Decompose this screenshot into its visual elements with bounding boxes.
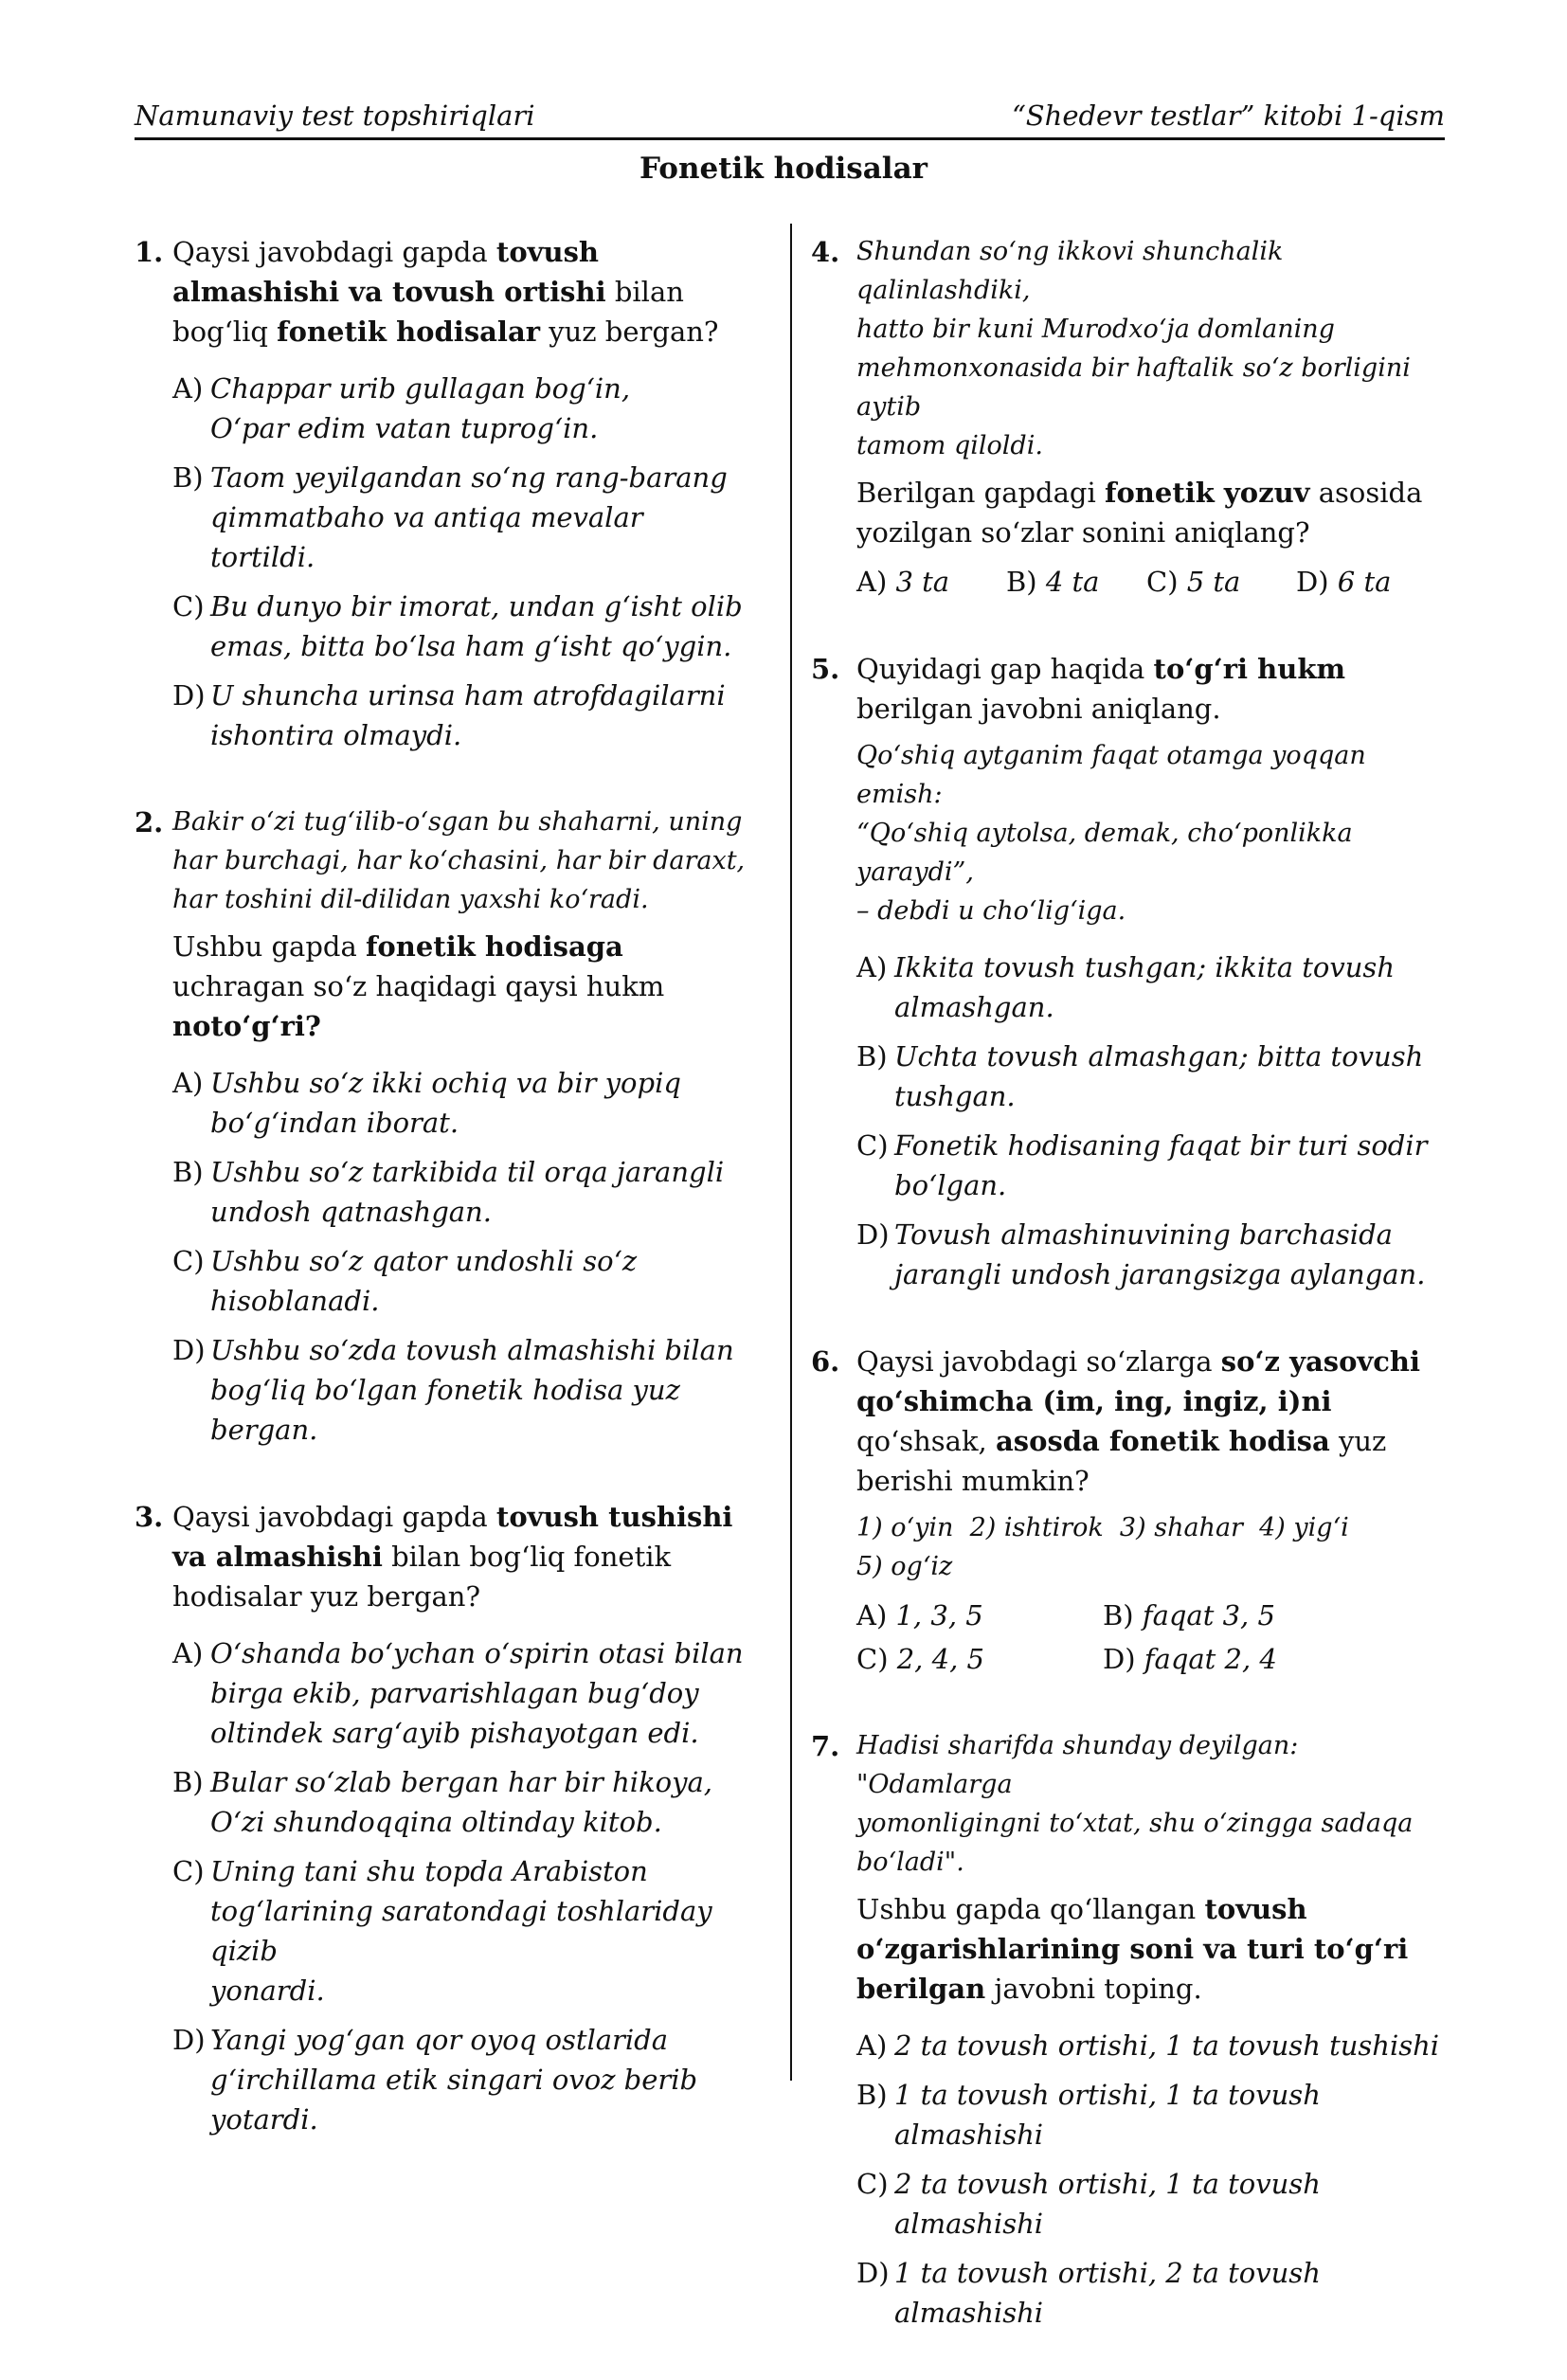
option-d[interactable]: D) 1 ta tovush ortishi, 2 ta tovush almashishi (856, 2257, 1321, 2329)
question-quote: Shundan so‘ng ikkovi shunchalik qalinlashdiki, hatto bir kuni Murodxo‘ja domlaning mehmonxonasida bir haftalik so‘z borligini aytib tamom qiloldi. (856, 237, 1411, 460)
option-b[interactable]: B) 1 ta tovush ortishi, 1 ta tovush almashishi (856, 2079, 1321, 2151)
option-a[interactable]: A) 1, 3, 5 (856, 1599, 983, 1632)
options-row (856, 562, 1446, 602)
option-d[interactable]: D) Ushbu so‘zda tovush almashishi bilan bog‘liq bo‘lgan fonetik hodisa yuz bergan. (172, 1334, 734, 1446)
option-a[interactable]: A) 2 ta tovush ortishi, 1 ta tovush tushishi (856, 2029, 1440, 2062)
question-quote: Hadisi sharifda shunday deyilgan: "Odamlarga yomonligingni to‘xtat, shu o‘zingga sadaqa bo‘ladi". (856, 1731, 1414, 1877)
option-b[interactable]: B) Uchta tovush almashgan; bitta tovush tushgan. (856, 1040, 1424, 1112)
option-b[interactable]: B) faqat 3, 5 (1103, 1599, 1275, 1632)
option-b[interactable]: B) Taom yeyilgandan so‘ng rang-barang qimmatbaho va antiqa mevalar tortildi. (172, 461, 728, 573)
question-1 (135, 232, 750, 755)
option-c[interactable]: C) Ushbu so‘z qator undoshli so‘z hisoblanadi. (172, 1245, 638, 1317)
word-list: 1) o‘yin 2) ishtirok 3) shahar 4) yig‘i 5) og‘iz (856, 1513, 1349, 1581)
option-d[interactable]: D) faqat 2, 4 (1103, 1643, 1277, 1675)
option-a[interactable]: A) 3 ta (856, 566, 950, 598)
question-stem: Qaysi javobdagi so‘zlarga so‘z yasovchi qo‘shimcha (im, ing, ingiz, i)ni qo‘shsak, asosda fonetik hodisa yuz berishi mumkin? (856, 1345, 1421, 1497)
question-stem: Ushbu gapda fonetik hodisaga uchragan so‘z haqidagi qaysi hukm noto‘g‘ri? (172, 930, 665, 1042)
column-divider (790, 224, 792, 2081)
option-c[interactable]: C) Uning tani shu topda Arabiston tog‘larining saratondagi toshlariday qizib yonardi. (172, 1855, 712, 2007)
right-column (811, 232, 1446, 2380)
question-stem: Qaysi javobdagi gapda tovush almashishi va tovush ortishi bilan bog‘liq fonetik hodisalar yuz bergan? (172, 236, 719, 348)
question-7 (811, 1726, 1446, 2333)
option-a[interactable]: A) Ikkita tovush tushgan; ikkita tovush almashgan. (856, 951, 1395, 1023)
option-b[interactable]: B) Ushbu so‘z tarkibida til orqa jarangli undosh qatnashgan. (172, 1156, 725, 1228)
question-2 (135, 802, 750, 1450)
option-c[interactable]: C) 2 ta tovush ortishi, 1 ta tovush almashishi (856, 2168, 1321, 2240)
option-d[interactable]: D) Tovush almashinuvining barchasida jarangli undosh jarangsizga aylangan. (856, 1218, 1426, 1290)
question-number: 1. (135, 236, 164, 268)
header-left: Namunaviy test topshiriqlari (135, 99, 535, 132)
question-quote: Qo‘shiq aytganim faqat otamga yoqqan emish: “Qo‘shiq aytolsa, demak, cho‘ponlikka yaraydi”, – debdi u cho‘lig‘iga. (856, 741, 1366, 926)
option-b[interactable]: B) 4 ta (1006, 566, 1100, 598)
question-number: 7. (811, 1730, 840, 1762)
option-d[interactable]: D) 6 ta (1296, 566, 1392, 598)
left-column (135, 232, 750, 2187)
option-a[interactable]: A) Chappar urib gullagan bog‘in, O‘par edim vatan tuprog‘in. (172, 372, 631, 444)
header-right: “Shedevr testlar” kitobi 1-qism (1011, 99, 1445, 132)
question-number: 5. (811, 653, 840, 685)
question-number: 4. (811, 236, 840, 268)
option-c[interactable]: C) 2, 4, 5 (856, 1643, 984, 1675)
question-number: 2. (135, 806, 164, 838)
page-header (135, 95, 1445, 140)
question-stem: Ushbu gapda qo‘llangan tovush o‘zgarishlarining soni va turi to‘g‘ri berilgan javobni toping. (856, 1893, 1409, 2005)
question-stem: Quyidagi gap haqida to‘g‘ri hukm berilgan javobni aniqlang. (856, 653, 1346, 725)
option-c[interactable]: C) Bu dunyo bir imorat, undan g‘isht olib emas, bitta bo‘lsa ham g‘isht qo‘ygin. (172, 590, 743, 662)
question-number: 3. (135, 1501, 164, 1533)
question-stem: Berilgan gapdagi fonetik yozuv asosida yozilgan so‘zlar sonini aniqlang? (856, 477, 1423, 549)
option-c[interactable]: C) Fonetik hodisaning faqat bir turi sodir bo‘lgan. (856, 1129, 1428, 1201)
question-3 (135, 1497, 750, 2139)
option-d[interactable]: D) U shuncha urinsa ham atrofdagilarni ishontira olmaydi. (172, 679, 726, 751)
option-a[interactable]: A) O‘shanda bo‘ychan o‘spirin otasi bilan birga ekib, parvarishlagan bug‘doy oltindek sarg‘ayib pishayotgan edi. (172, 1637, 744, 1749)
options-grid (856, 1596, 1446, 1679)
option-a[interactable]: A) Ushbu so‘z ikki ochiq va bir yopiq bo‘g‘indan iborat. (172, 1067, 681, 1139)
question-stem: Qaysi javobdagi gapda tovush tushishi va almashishi bilan bog‘liq fonetik hodisalar yuz bergan? (172, 1501, 733, 1613)
question-6 (811, 1342, 1446, 1679)
option-b[interactable]: B) Bular so‘zlab bergan har bir hikoya, O‘zi shundoqqina oltinday kitob. (172, 1766, 713, 1838)
question-number: 6. (811, 1345, 840, 1378)
option-d[interactable]: D) Yangi yog‘gan qor oyoq ostlarida g‘irchillama etik singari ovoz berib yotardi. (172, 2024, 698, 2136)
question-quote: Bakir o‘zi tug‘ilib-o‘sgan bu shaharni, uning har burchagi, har ko‘chasini, har bir daraxt, har toshini dil-dilidan yaxshi ko‘radi. (172, 807, 746, 914)
option-c[interactable]: C) 5 ta (1146, 566, 1241, 598)
page-title: Fonetik hodisalar (639, 152, 928, 186)
question-4 (811, 232, 1446, 602)
question-5 (811, 649, 1446, 1294)
